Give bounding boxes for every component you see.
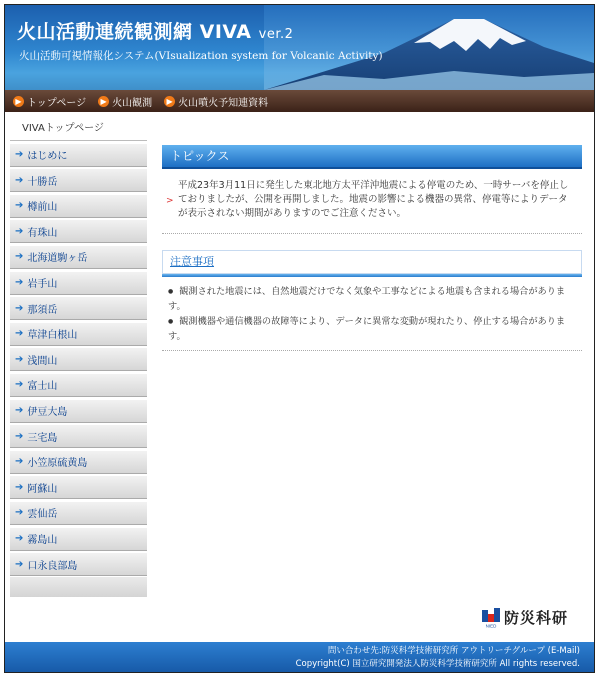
arrow-right-icon: ➔: [15, 328, 24, 340]
arrow-right-icon: ➔: [15, 430, 24, 442]
sidebar-item[interactable]: [10, 245, 147, 269]
sidebar-item-label: 有珠山: [27, 227, 58, 239]
header-banner: [5, 5, 594, 90]
arrow-right-icon: ➔: [15, 277, 24, 289]
caution-heading[interactable]: 注意事項: [162, 250, 582, 274]
arrow-right-icon: ➔: [15, 149, 24, 161]
sidebar-item[interactable]: [10, 373, 147, 397]
topics-heading: トピックス: [162, 145, 582, 169]
sidebar-top-link[interactable]: VIVAトップページ: [10, 118, 147, 141]
arrow-right-icon: ▶: [164, 96, 175, 107]
sidebar-item-label: 雲仙岳: [27, 509, 58, 521]
sidebar-item[interactable]: [10, 271, 147, 295]
sidebar-item-label: 草津白根山: [27, 330, 78, 342]
sidebar-item[interactable]: [10, 322, 147, 346]
arrow-right-icon: ▶: [98, 96, 109, 107]
sidebar-item-label: 口永良部島: [27, 560, 78, 572]
page-frame: [4, 4, 595, 673]
sidebar: [10, 118, 147, 597]
site-title-text: 火山活動連続観測網 VIVA: [17, 21, 252, 43]
sidebar-item-label: 樽前山: [27, 202, 58, 214]
arrow-right-icon: ➔: [15, 558, 24, 570]
sidebar-item[interactable]: [10, 552, 147, 576]
nied-logo-text: 防災科研: [504, 609, 569, 627]
sidebar-item[interactable]: [10, 475, 147, 499]
footer: [5, 642, 594, 672]
sidebar-blank: [10, 577, 147, 597]
sidebar-item[interactable]: [10, 194, 147, 218]
sidebar-item[interactable]: [10, 296, 147, 320]
arrow-right-icon: ➔: [15, 251, 24, 263]
sidebar-item[interactable]: [10, 347, 147, 371]
caution-list: [162, 277, 582, 344]
sidebar-item-label: 阿蘇山: [27, 483, 58, 495]
sidebar-item-label: 三宅島: [27, 432, 58, 444]
divider: [162, 350, 582, 351]
main-content: [162, 145, 582, 351]
sidebar-list: [10, 143, 147, 598]
nied-logo-sub: NIED: [485, 623, 497, 628]
sidebar-item-label: 伊豆大島: [27, 407, 68, 419]
site-version: ver.2: [258, 27, 294, 42]
arrow-right-icon: ➔: [15, 200, 24, 212]
nied-logo: [482, 607, 568, 628]
nav-item-label: 火山噴火予知連資料: [178, 97, 269, 109]
sidebar-item-label: 富士山: [27, 381, 58, 393]
sidebar-item-label: 小笠原硫黄島: [27, 458, 88, 470]
site-subtitle: 火山活動可視情報化システム(VIsualization system for Volcanic Activity): [19, 50, 383, 62]
arrow-right-icon: ➔: [15, 533, 24, 544]
sidebar-item-label: はじめに: [27, 151, 68, 163]
site-title: [17, 17, 293, 44]
arrow-right-icon: ➔: [15, 507, 24, 519]
top-nav: [5, 90, 594, 112]
arrow-right-icon: ➔: [15, 225, 24, 237]
nav-item-label: トップページ: [27, 97, 87, 109]
caution-item: ● 観測機器や通信機器の故障等により、データに異常な変動が現れたり、停止する場合があります。: [168, 314, 582, 344]
divider: [162, 233, 582, 234]
sidebar-item[interactable]: [10, 168, 147, 192]
nav-item-label: 火山観測: [112, 97, 153, 109]
sidebar-item[interactable]: [10, 450, 147, 474]
nav-item-volcano-observation[interactable]: [98, 94, 152, 109]
sidebar-item-label: 浅間山: [27, 355, 58, 367]
arrow-right-icon: ➔: [15, 302, 24, 314]
sidebar-item[interactable]: [10, 501, 147, 525]
topics-text: 平成23年3月11日に発生した東北地方太平洋沖地震による停電のため、一時サーバを停止しておりましたが、公開を再開しました。地震の影響による機器の異常、停電等によりデータが表示されない期間がありますのでご注意ください。: [178, 180, 569, 219]
arrow-right-icon: ➔: [15, 353, 24, 365]
arrow-right-icon: ➔: [15, 481, 24, 493]
topics-body: [162, 169, 582, 227]
arrow-bullet-icon: >: [166, 196, 174, 206]
arrow-right-icon: ➔: [15, 456, 24, 468]
arrow-right-icon: ➔: [15, 174, 24, 186]
caution-item: ● 観測された地震には、自然地震だけでなく気象や工事などによる地震も含まれる場合があります。: [168, 284, 582, 314]
sidebar-item[interactable]: [10, 219, 147, 243]
nav-item-eruption-materials[interactable]: [164, 94, 268, 109]
nav-item-top-page[interactable]: [13, 94, 86, 109]
nied-logo-icon: [482, 608, 500, 628]
sidebar-item[interactable]: [10, 399, 147, 423]
sidebar-item[interactable]: [10, 143, 147, 167]
arrow-right-icon: ▶: [13, 96, 24, 107]
sidebar-item-label: 那須岳: [27, 304, 58, 316]
sidebar-item[interactable]: [10, 424, 147, 448]
arrow-right-icon: ➔: [15, 379, 24, 391]
footer-copyright: Copyright(C) 国立研究開発法人防災科学技術研究所 All rights reserved.: [295, 659, 580, 669]
sidebar-item-label: 北海道駒ヶ岳: [27, 253, 88, 265]
sidebar-item-label: 霧島山: [27, 535, 58, 546]
sidebar-item[interactable]: [10, 527, 147, 551]
sidebar-item-label: 岩手山: [27, 279, 58, 291]
arrow-right-icon: ➔: [15, 405, 24, 417]
footer-contact[interactable]: 問い合わせ先:防災科学技術研究所 アウトリーチグループ (E-Mail): [327, 646, 580, 656]
sidebar-item-label: 十勝岳: [27, 176, 58, 188]
